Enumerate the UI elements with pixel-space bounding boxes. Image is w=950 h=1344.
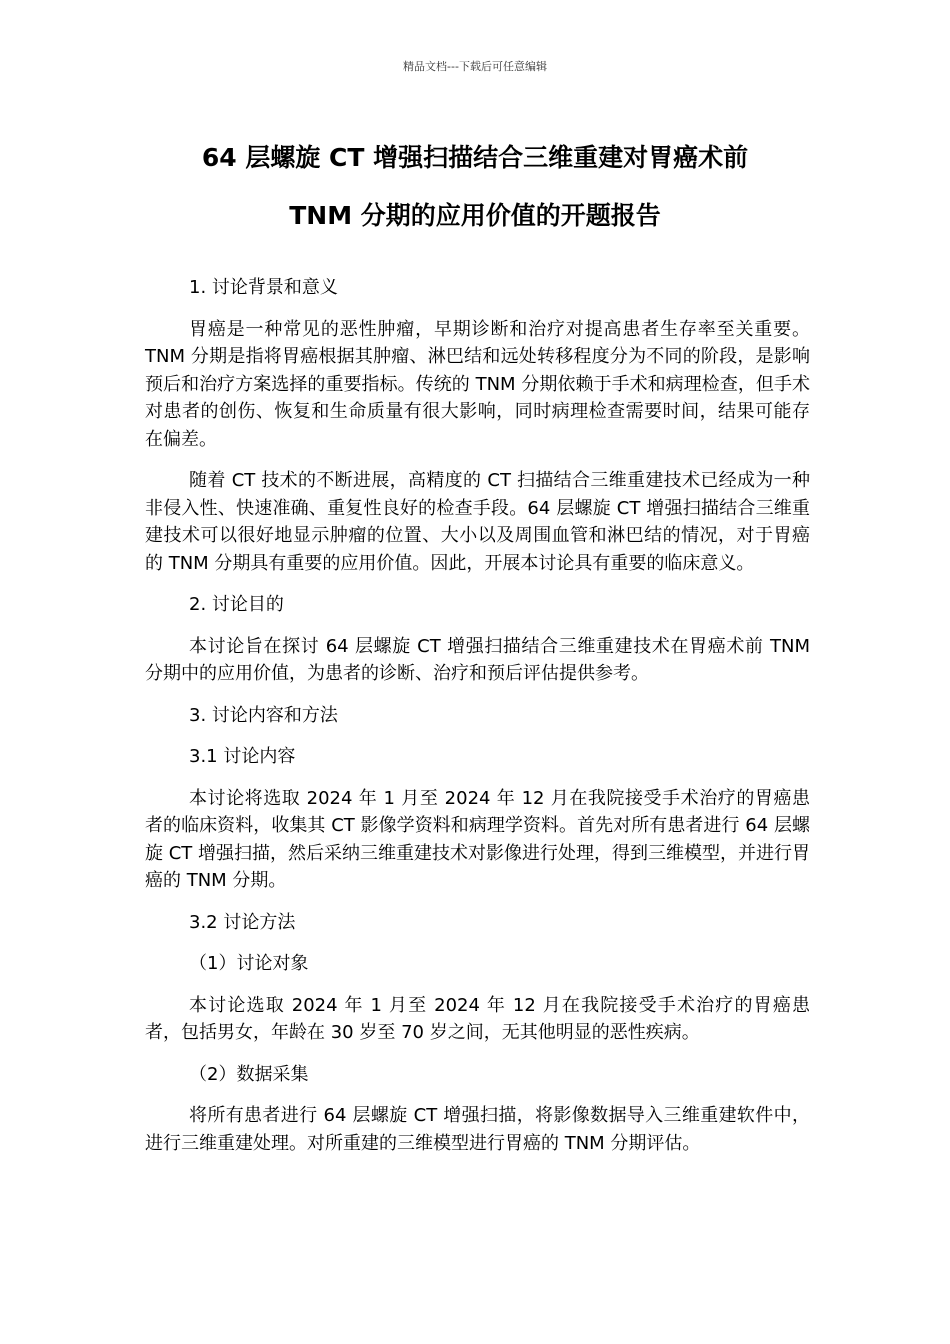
section-heading-content-methods: 3. 讨论内容和方法 (189, 704, 338, 726)
methods-subject-heading: （1）讨论对象 (189, 953, 309, 974)
paragraph-data-collection: 将所有患者进行 64 层螺旋 CT 增强扫描，将影像数据导入三维重建软件中，进行三维重建处理。对所重建的三维模型进行胃癌的 TNM 分期评估。 (145, 1105, 810, 1154)
paragraph-content: 本讨论将选取 2024 年 1 月至 2024 年 12 月在我院接受手术治疗的胃癌患者的临床资料，收集其 CT 影像学资料和病理学资料。首先对所有患者进行 64 层螺旋 CT 增强扫描，然后采纳三维重建技术对影像进行处理，得到三维模型，并进行胃癌的 TNM 分期。 (145, 787, 811, 891)
paragraph-subjects: 本讨论选取 2024 年 1 月至 2024 年 12 月在我院接受手术治疗的胃癌患者，包括男女，年龄在 30 岁至 70 岁之间，无其他明显的恶性疾病。 (145, 994, 810, 1043)
section-heading-purpose: 2. 讨论目的 (189, 594, 284, 615)
subsection-heading-content: 3.1 讨论内容 (189, 746, 296, 767)
document-title-line2: TNM 分期的应用价值的开题报告 (289, 201, 661, 230)
section-heading-background: 1. 讨论背景和意义 (189, 277, 338, 298)
paragraph-background-2: 随着 CT 技术的不断进展，高精度的 CT 扫描结合三维重建技术已经成为一种非侵入性、快速准确、重复性良好的检查手段。64 层螺旋 CT 增强扫描结合三维重建技术可以很好地显示肿瘤的位置、大小以及周围血管和淋巴结的情况，对于胃癌的 TNM 分期具有重要的应用价值。因此，开展本讨论具有重要的临床意义。 (145, 470, 810, 574)
subsection-heading-methods: 3.2 讨论方法 (189, 911, 296, 933)
paragraph-purpose: 本讨论旨在探讨 64 层螺旋 CT 增强扫描结合三维重建技术在胃癌术前 TNM 分期中的应用价值，为患者的诊断、治疗和预后评估提供参考。 (145, 635, 810, 684)
document-body (145, 274, 810, 1171)
page-header: 精品文档---下载后可任意编辑 (403, 60, 547, 73)
methods-data-heading: （2）数据采集 (189, 1063, 309, 1085)
paragraph-background-1: 胃癌是一种常见的恶性肿瘤，早期诊断和治疗对提高患者生存率至关重要。TNM 分期是指将胃癌根据其肿瘤、淋巴结和远处转移程度分为不同的阶段，是影响预后和治疗方案选择的重要指标。传统的 TNM 分期依赖于手术和病理检查，但手术对患者的创伤、恢复和生命质量有很大影响，同时病理检查需要时间，结果可能存在偏差。 (145, 318, 810, 450)
document-title-line1: 64 层螺旋 CT 增强扫描结合三维重建对胃癌术前 (201, 143, 749, 172)
